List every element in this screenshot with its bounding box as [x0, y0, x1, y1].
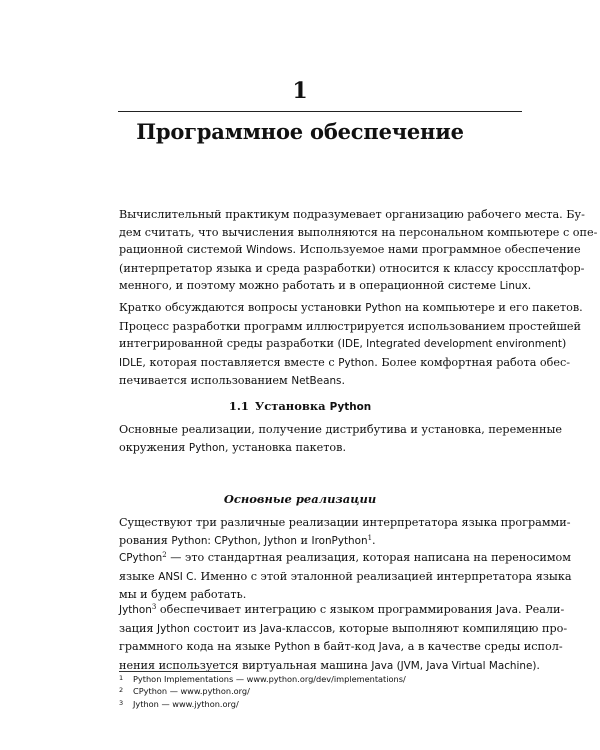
footnote-text: Jython — www.jython.org/	[133, 698, 239, 709]
text-line: рования Python: CPython, Jython и IronPython$^1$.	[119, 533, 376, 547]
sans-term: Python	[365, 302, 402, 314]
section-number: 1.1	[228, 399, 249, 413]
sans-term: IDE, Integrated development environment	[341, 338, 562, 351]
text-line: IDLE, которая поставляется вместе с Python. Более комфортная работа обес-	[119, 355, 571, 369]
text-line: нения используется виртуальная машина Java (JVM, Java Virtual Machine).	[119, 658, 540, 672]
sans-term: Python	[338, 356, 375, 369]
subsection-title: Основные реализации	[223, 492, 377, 506]
text-line: Вычислительный практикум подразумевает организацию рабочего места. Бу-	[119, 208, 585, 221]
text-line: языке ANSI C. Именно с этой эталонной реализацией интерпретатора языка	[119, 569, 572, 583]
sans-term: Windows	[246, 244, 293, 257]
subsection-paragraph-1	[119, 514, 571, 550]
footnote-marker: 1	[367, 533, 373, 542]
footnote-item: 3 Jython — www.jython.org/	[119, 698, 239, 709]
sans-term: Jython	[157, 622, 190, 635]
text-line: Jython$^3$ обеспечивает интеграцию с языком программирования Java. Реали-	[119, 603, 565, 616]
sans-term: Python: CPython, Jython	[171, 534, 297, 547]
text-line: окружения Python, установка пакетов.	[119, 440, 346, 454]
text-line: интегрированной среды разработки (IDE, Integrated development environment)	[119, 337, 567, 351]
text-line: печивается использованием NetBeans.	[119, 374, 346, 388]
sans-term: Java (JVM, Java Virtual Machine)	[371, 659, 537, 672]
sans-term: ANSI C	[158, 570, 194, 583]
footnote-item: 1 Python Implementations — www.python.org/dev/implementations/	[119, 674, 406, 684]
sans-term: Java	[259, 622, 282, 635]
text-line: (интерпретатор языка и среда разработки) относится к классу кроссплатфор-	[119, 261, 585, 275]
chapter-title: Программное обеспечение	[136, 119, 464, 144]
text-line: зация Jython состоит из Java-классов, которые выполняют компиляцию про-	[119, 621, 568, 635]
text-line: мы и будем работать.	[119, 588, 247, 602]
sans-term: Java	[378, 641, 401, 654]
footnote-text: CPython — www.python.org/	[133, 686, 250, 697]
text-line: граммного кода на языке Python в байт-код Java, а в качестве среды испол-	[119, 640, 563, 654]
footnote-marker: 3	[151, 603, 157, 611]
text-line: Кратко обсуждаются вопросы установки Python на компьютере и его пакетов.	[119, 301, 583, 314]
text-line: Процесс разработки программ иллюстрируется использованием простейшей	[119, 319, 581, 333]
section-paragraph-1	[119, 421, 562, 457]
subsection-paragraph-2	[119, 549, 572, 604]
sans-term: IronPython	[311, 534, 368, 547]
sans-term: Java	[496, 604, 518, 616]
sans-term: Python	[274, 641, 311, 654]
text-line: дем считать, что вычисления выполняются на персональном компьютере с опе-	[119, 225, 598, 239]
subsection-paragraph-3	[119, 601, 568, 675]
sans-term: CPython	[119, 552, 163, 564]
text-line: CPython$^2$ — это стандартная реализация, которая написана на переносимом	[119, 551, 571, 564]
sans-term: Linux	[499, 280, 528, 293]
section-title-python: Python	[329, 401, 372, 413]
sans-term: NetBeans	[291, 375, 342, 388]
sans-term: Python	[188, 441, 225, 454]
text-line: менного, и поэтому можно работать и в операционной системе Linux.	[119, 279, 532, 293]
sans-term: Jython	[119, 604, 152, 616]
footnote-text: Python Implementations — www.python.org/dev/implementations/	[133, 674, 406, 684]
intro-paragraph-2	[119, 299, 583, 391]
footnote-marker: 2	[162, 551, 167, 559]
intro-paragraph-1	[119, 206, 598, 296]
section-title-text: Установка	[254, 399, 330, 413]
text-line: рационной системой Windows. Используемое нами программное обеспечение	[119, 243, 581, 257]
chapter-rule	[118, 111, 522, 112]
text-line: Существуют три различные реализации интерпретатора языка программи-	[119, 516, 571, 529]
section-title	[0, 398, 600, 415]
sans-term: IDLE	[119, 356, 143, 369]
footnote-item: 2 CPython — www.python.org/	[119, 686, 250, 697]
chapter-number: 1	[292, 78, 308, 104]
footnote-rule	[119, 671, 231, 672]
text-line: Основные реализации, получение дистрибутива и установка, переменные	[119, 423, 562, 436]
footnotes	[119, 673, 521, 710]
